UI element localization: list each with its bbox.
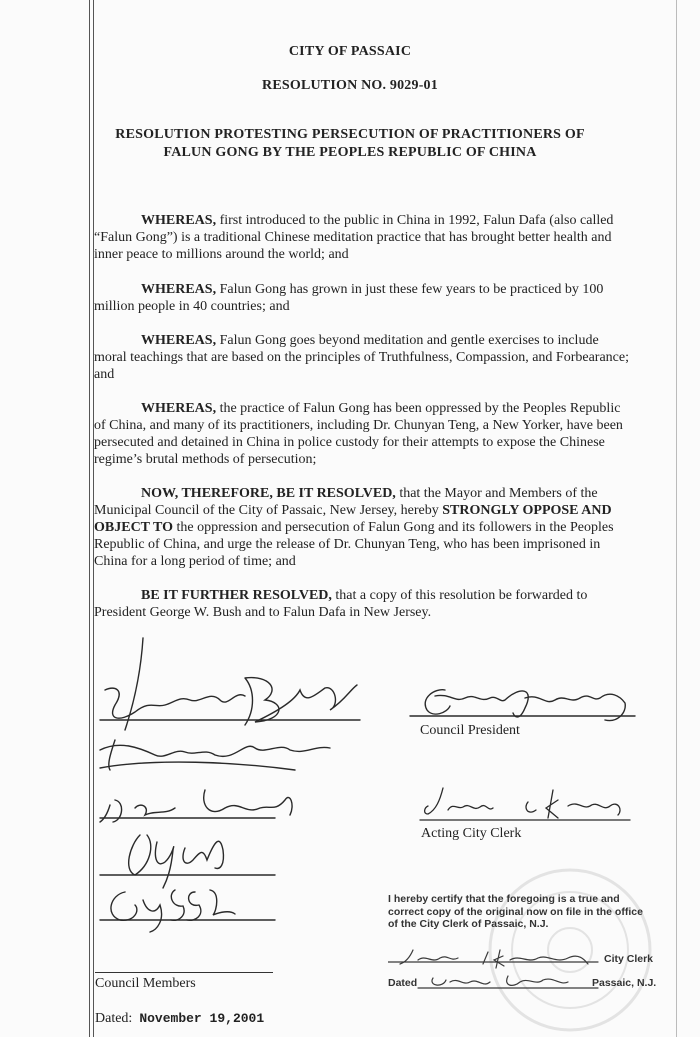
council-members-label: Council Members [95, 976, 196, 991]
resolution-title-line2: FALUN GONG BY THE PEOPLES REPUBLIC OF CHINA [163, 145, 537, 160]
whereas-paragraph-4: WHEREAS, the practice of Falun Gong has been oppressed by the Peoples Republic of China, and many of its practitioners, including Dr. Chunyan Teng, a New Yorker, have been persecuted and detained in China in police custody for their attempts to expose the Chinese regime’s brutal methods of persecution; [94, 401, 623, 467]
certification-line-1: I hereby certify that the foregoing is a true and [388, 893, 620, 905]
signature-stroke [425, 788, 620, 818]
acting-city-clerk-label: Acting City Clerk [421, 826, 522, 841]
signature-stroke [111, 890, 235, 932]
city-clerk-label: City Clerk [604, 953, 654, 965]
certification-line-3: of the City Clerk of Passaic, N.J. [388, 918, 549, 930]
certification-block [388, 893, 688, 931]
certification-line-2: correct copy of the original now on file in the office [388, 905, 643, 918]
certification-dated-label: Dated [388, 977, 418, 989]
city-heading: CITY OF PASSAIC [288, 44, 412, 59]
resolution-title-line1: RESOLUTION PROTESTING PERSECUTION OF PRACTITIONERS OF [115, 127, 585, 142]
dated-label: Dated: [95, 1011, 133, 1026]
city-clerk-certification-signature [388, 942, 603, 992]
resolution-number: RESOLUTION NO. 9029-01 [262, 78, 438, 93]
signature-stroke [100, 762, 295, 770]
whereas-paragraph-2: WHEREAS, Falun Gong has grown in just these few years to be practiced by 100 million people in 40 countries; and [94, 282, 604, 314]
resolved-paragraph: NOW, THEREFORE, BE IT RESOLVED, that the Mayor and Members of the Municipal Council of the City of Passaic, New Jersey, hereby STRONGLY OPPOSE AND OBJECT TO the oppression and persecution of Falun Gong and its followers in the Peoples Republic of China, and urge the release of Dr. Chunyan Teng, who has been imprisoned in China for a long period of time; and [94, 486, 614, 569]
council-president-label: Council President [420, 723, 520, 738]
council-member-signatures [95, 630, 365, 960]
signature-stroke [105, 638, 245, 730]
signature-stroke [400, 950, 588, 968]
further-resolved-paragraph: BE IT FURTHER RESOLVED, that a copy of this resolution be forwarded to President George W. Bush and to Falun Dafa in New Jersey. [94, 588, 588, 620]
signature-stroke [100, 740, 330, 770]
acting-clerk-signature [418, 780, 633, 830]
whereas-paragraph-3: WHEREAS, Falun Gong goes beyond meditation and gentle exercises to include moral teachings that are based on the principles of Truthfulness, Compassion, and Forbearance; and [94, 333, 629, 382]
passaic-nj-label: Passaic, N.J. [592, 977, 657, 989]
signature-stroke [129, 835, 224, 888]
signature-stroke [245, 678, 357, 725]
signature-stroke [100, 790, 292, 822]
council-members-line [95, 972, 273, 973]
dated-row [95, 1011, 264, 1027]
whereas-paragraph-1: WHEREAS, first introduced to the public in China in 1992, Falun Dafa (also called “Falun Gong”) is a traditional Chinese meditation practice that has brought better health and inner peace to millions around the world; and [94, 213, 614, 262]
signature-stroke [432, 976, 568, 985]
dated-value: November 19,2001 [139, 1011, 265, 1026]
